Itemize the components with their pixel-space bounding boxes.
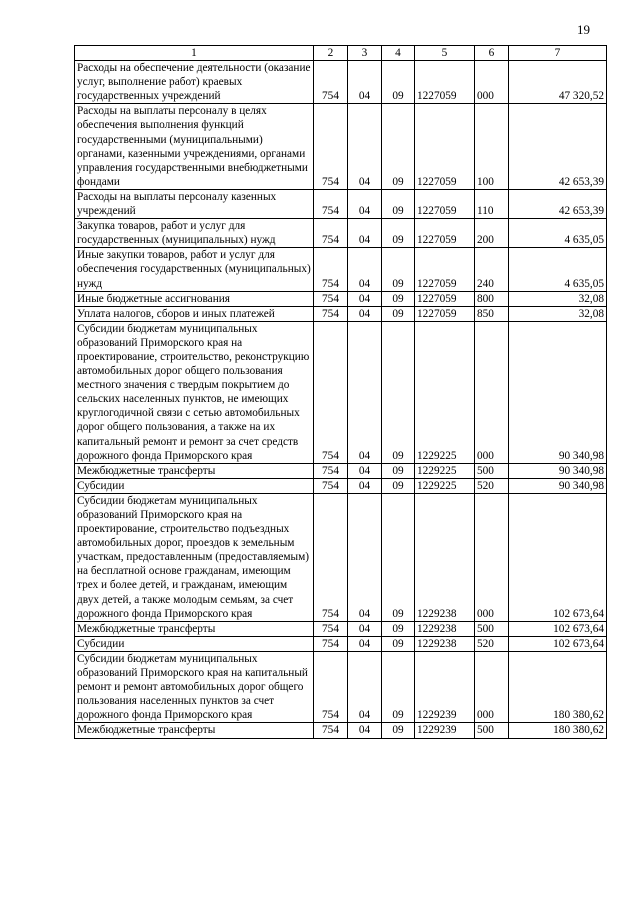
row-col4-cell: 09 xyxy=(382,306,415,321)
table-row xyxy=(75,478,607,493)
row-type-cell: 240 xyxy=(475,248,509,291)
row-amount-cell: 102 673,64 xyxy=(509,621,607,636)
row-type-cell: 200 xyxy=(475,219,509,248)
row-col3-cell: 04 xyxy=(348,61,382,104)
row-code-cell: 1229238 xyxy=(415,621,475,636)
row-name-cell: Иные бюджетные ассигнования xyxy=(75,291,314,306)
row-name-cell: Иные закупки товаров, работ и услуг для обеспечения государственных (муниципальных) нужд xyxy=(75,248,314,291)
row-name-cell: Субсидии xyxy=(75,636,314,651)
row-col2-cell: 754 xyxy=(314,621,348,636)
row-col2-cell: 754 xyxy=(314,478,348,493)
row-col4-cell: 09 xyxy=(382,189,415,218)
row-code-cell: 1229239 xyxy=(415,723,475,738)
row-col3-cell: 04 xyxy=(348,463,382,478)
row-col2-cell: 754 xyxy=(314,321,348,463)
table-row xyxy=(75,493,607,621)
row-col2-cell: 754 xyxy=(314,651,348,722)
row-amount-cell: 32,08 xyxy=(509,306,607,321)
row-col3-cell: 04 xyxy=(348,478,382,493)
row-code-cell: 1227059 xyxy=(415,189,475,218)
row-name-cell: Межбюджетные трансферты xyxy=(75,723,314,738)
row-type-cell: 000 xyxy=(475,61,509,104)
table-row xyxy=(75,104,607,190)
row-amount-cell: 90 340,98 xyxy=(509,478,607,493)
table-row xyxy=(75,291,607,306)
header-cell: 3 xyxy=(348,46,382,61)
row-col2-cell: 754 xyxy=(314,219,348,248)
row-col2-cell: 754 xyxy=(314,306,348,321)
row-col3-cell: 04 xyxy=(348,189,382,218)
row-col3-cell: 04 xyxy=(348,104,382,190)
row-col3-cell: 04 xyxy=(348,493,382,621)
row-amount-cell: 42 653,39 xyxy=(509,189,607,218)
row-code-cell: 1227059 xyxy=(415,306,475,321)
row-name-cell: Расходы на выплаты персоналу в целях обеспечения выполнения функций государственными (муниципальными) органами, казенными учреждениями, органами управления государственными внебюджетными фондами xyxy=(75,104,314,190)
header-cell: 5 xyxy=(415,46,475,61)
row-col4-cell: 09 xyxy=(382,61,415,104)
row-code-cell: 1229225 xyxy=(415,321,475,463)
table-row xyxy=(75,636,607,651)
table-row xyxy=(75,219,607,248)
row-col2-cell: 754 xyxy=(314,61,348,104)
table-row xyxy=(75,61,607,104)
header-row xyxy=(75,46,607,61)
row-name-cell: Межбюджетные трансферты xyxy=(75,621,314,636)
budget-table xyxy=(74,45,607,739)
row-col4-cell: 09 xyxy=(382,291,415,306)
row-type-cell: 000 xyxy=(475,321,509,463)
page-number: 19 xyxy=(577,22,590,37)
row-col4-cell: 09 xyxy=(382,621,415,636)
row-type-cell: 520 xyxy=(475,636,509,651)
row-type-cell: 800 xyxy=(475,291,509,306)
row-amount-cell: 47 320,52 xyxy=(509,61,607,104)
row-type-cell: 110 xyxy=(475,189,509,218)
table-row xyxy=(75,621,607,636)
row-name-cell: Расходы на выплаты персоналу казенных учреждений xyxy=(75,189,314,218)
row-col4-cell: 09 xyxy=(382,478,415,493)
row-code-cell: 1227059 xyxy=(415,61,475,104)
header-cell: 2 xyxy=(314,46,348,61)
row-amount-cell: 180 380,62 xyxy=(509,723,607,738)
row-col2-cell: 754 xyxy=(314,493,348,621)
row-col2-cell: 754 xyxy=(314,104,348,190)
row-name-cell: Субсидии бюджетам муниципальных образований Приморского края на проектирование, строительство, реконструкцию автомобильных дорог общего пользования местного значения с твердым покрытием до сельских населенных пунктов, не имеющих круглогодичной связи с сетью автомобильных дорог общего пользования, а также на их капитальный ремонт и ремонт за счет средств дорожного фонда Приморского края xyxy=(75,321,314,463)
row-col4-cell: 09 xyxy=(382,219,415,248)
table-row xyxy=(75,321,607,463)
header-cell: 4 xyxy=(382,46,415,61)
table-row xyxy=(75,463,607,478)
row-col2-cell: 754 xyxy=(314,463,348,478)
row-col4-cell: 09 xyxy=(382,651,415,722)
row-name-cell: Закупка товаров, работ и услуг для государственных (муниципальных) нужд xyxy=(75,219,314,248)
row-name-cell: Уплата налогов, сборов и иных платежей xyxy=(75,306,314,321)
row-code-cell: 1229238 xyxy=(415,493,475,621)
row-type-cell: 520 xyxy=(475,478,509,493)
row-col4-cell: 09 xyxy=(382,636,415,651)
row-col2-cell: 754 xyxy=(314,189,348,218)
row-type-cell: 500 xyxy=(475,621,509,636)
row-type-cell: 500 xyxy=(475,723,509,738)
row-code-cell: 1229225 xyxy=(415,463,475,478)
row-amount-cell: 42 653,39 xyxy=(509,104,607,190)
row-amount-cell: 4 635,05 xyxy=(509,248,607,291)
row-type-cell: 000 xyxy=(475,493,509,621)
row-amount-cell: 180 380,62 xyxy=(509,651,607,722)
row-code-cell: 1229225 xyxy=(415,478,475,493)
table-row xyxy=(75,651,607,722)
header-cell: 7 xyxy=(509,46,607,61)
row-col4-cell: 09 xyxy=(382,463,415,478)
row-col4-cell: 09 xyxy=(382,493,415,621)
row-col2-cell: 754 xyxy=(314,291,348,306)
row-name-cell: Субсидии бюджетам муниципальных образований Приморского края на капитальный ремонт и ремонт автомобильных дорог общего пользования населенных пунктов за счет дорожного фонда Приморского края xyxy=(75,651,314,722)
header-cell: 6 xyxy=(475,46,509,61)
row-type-cell: 850 xyxy=(475,306,509,321)
row-name-cell: Расходы на обеспечение деятельности (оказание услуг, выполнение работ) краевых государственных учреждений xyxy=(75,61,314,104)
row-name-cell: Субсидии бюджетам муниципальных образований Приморского края на проектирование, строительство подъездных автомобильных дорог, проездов к земельным участкам, предоставленным (предоставляемым) на бесплатной основе гражданам, имеющим трех и более детей, и гражданам, имеющим двух детей, а также молодым семьям, за счет дорожного фонда Приморского края xyxy=(75,493,314,621)
header-cell: 1 xyxy=(75,46,314,61)
row-code-cell: 1227059 xyxy=(415,104,475,190)
row-type-cell: 500 xyxy=(475,463,509,478)
row-col3-cell: 04 xyxy=(348,723,382,738)
row-col4-cell: 09 xyxy=(382,248,415,291)
row-col3-cell: 04 xyxy=(348,651,382,722)
row-col3-cell: 04 xyxy=(348,321,382,463)
row-type-cell: 000 xyxy=(475,651,509,722)
row-amount-cell: 102 673,64 xyxy=(509,493,607,621)
row-code-cell: 1227059 xyxy=(415,219,475,248)
table-row xyxy=(75,723,607,738)
row-name-cell: Субсидии xyxy=(75,478,314,493)
row-col2-cell: 754 xyxy=(314,723,348,738)
row-amount-cell: 32,08 xyxy=(509,291,607,306)
row-col2-cell: 754 xyxy=(314,636,348,651)
row-col3-cell: 04 xyxy=(348,636,382,651)
row-name-cell: Межбюджетные трансферты xyxy=(75,463,314,478)
table-row xyxy=(75,306,607,321)
row-code-cell: 1227059 xyxy=(415,291,475,306)
row-col3-cell: 04 xyxy=(348,219,382,248)
row-amount-cell: 4 635,05 xyxy=(509,219,607,248)
row-col4-cell: 09 xyxy=(382,321,415,463)
row-amount-cell: 102 673,64 xyxy=(509,636,607,651)
row-col3-cell: 04 xyxy=(348,306,382,321)
table-row xyxy=(75,189,607,218)
row-col2-cell: 754 xyxy=(314,248,348,291)
row-amount-cell: 90 340,98 xyxy=(509,463,607,478)
table-row xyxy=(75,248,607,291)
row-type-cell: 100 xyxy=(475,104,509,190)
row-code-cell: 1227059 xyxy=(415,248,475,291)
row-amount-cell: 90 340,98 xyxy=(509,321,607,463)
row-col3-cell: 04 xyxy=(348,248,382,291)
row-col4-cell: 09 xyxy=(382,104,415,190)
row-code-cell: 1229238 xyxy=(415,636,475,651)
row-code-cell: 1229239 xyxy=(415,651,475,722)
row-col4-cell: 09 xyxy=(382,723,415,738)
row-col3-cell: 04 xyxy=(348,291,382,306)
row-col3-cell: 04 xyxy=(348,621,382,636)
